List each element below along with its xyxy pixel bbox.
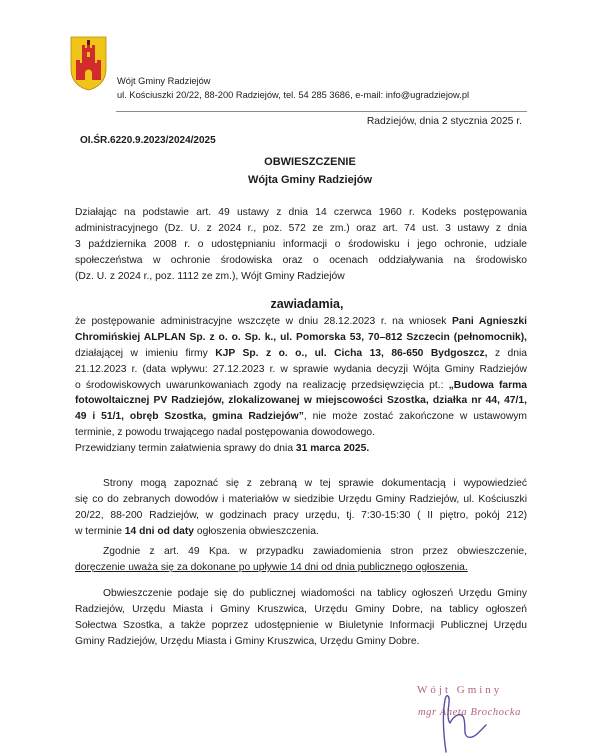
bold-text: Chromińskiej ALPLAN Sp. z o. o. Sp. k., ul. Pomorska 53, 70–812 Szczecin (pełnomocnik), bbox=[75, 331, 527, 343]
text-segment: z dnia bbox=[487, 347, 528, 359]
bold-text: fotowoltaicznej PV Radziejów, zlokalizowanej w miejscowości Szostka, działka nr 44, 47/1, bbox=[75, 395, 527, 407]
issuer-name: Wójt Gminy Radziejów bbox=[117, 76, 211, 86]
bold-text: 14 dni od daty bbox=[124, 525, 195, 537]
text-line bbox=[75, 314, 527, 330]
text-segment: terminie, z powodu trwającego nadal postępowania dowodowego. bbox=[75, 427, 375, 439]
text-segment: że postępowanie administracyjne wszczęte w dniu 28.12.2023 r. na wniosek bbox=[75, 316, 452, 327]
text-line: Zgodnie z art. 49 Kpa. w przypadku zawiadomienia stron przez obwieszczenie, bbox=[103, 546, 527, 557]
text-segment: działającej w imieniu firmy bbox=[75, 347, 216, 359]
header-divider bbox=[116, 111, 527, 112]
notice-paragraph bbox=[75, 314, 527, 457]
text-line: Działając na podstawie art. 49 ustawy z dnia 14 czerwca 1960 r. Kodeks postępowania bbox=[75, 207, 527, 218]
text-line: 3 października 2008 r. o udostępnianiu informacji o środowisku i jego ochronie, udziale bbox=[75, 238, 527, 250]
text-line bbox=[75, 378, 527, 394]
document-subtitle: Wójta Gminy Radziejów bbox=[247, 174, 373, 186]
inspection-paragraph bbox=[75, 476, 527, 540]
text-line: administracyjnego (Dz. U. z 2024 r., poz. 572 ze zm.) oraz art. 74 ust. 3 ustawy z dnia bbox=[75, 222, 527, 234]
bold-text: 49 i 51/1, obręb Szostka, gmina Radziejów” bbox=[75, 411, 304, 423]
text-line bbox=[75, 425, 527, 441]
underlined-text: doręczenie uważa się za dokonane po upływie 14 dni od dnia publicznego ogłoszenia. bbox=[75, 561, 468, 573]
text-line: Radziejów, Urzędu Miasta i Gminy Kruszwica, Urzędu Gminy Dobre, na tablicy ogłoszeń bbox=[75, 603, 527, 615]
text-line bbox=[75, 362, 527, 378]
publication-paragraph bbox=[75, 586, 527, 650]
case-reference-number: OI.ŚR.6220.9.2023/2024/2025 bbox=[80, 135, 216, 146]
text-line: (Dz. U. z 2024 r., poz. 1112 ze zm.), Wójt Gminy Radziejów bbox=[75, 270, 345, 282]
bold-text: KJP Sp. z o. o., ul. Cicha 13, 86-650 Bydgoszcz, bbox=[215, 347, 488, 359]
issuer-address: ul. Kościuszki 20/22, 88-200 Radziejów, tel. 54 285 3686, e-mail: info@ugradziejow.pl bbox=[117, 90, 470, 100]
text-segment: 21.12.2023 r. (data wpływu: 27.12.2023 r. w sprawie wydania decyzji Wójta Gminy Radziejów bbox=[75, 363, 527, 375]
handwritten-signature-icon bbox=[428, 688, 490, 754]
announcement-verb: zawiadamia, bbox=[270, 297, 344, 311]
text-line bbox=[75, 330, 527, 346]
text-line: Obwieszczenie podaje się do publicznej wiadomości na tablicy ogłoszeń Urzędu Gminy bbox=[103, 588, 527, 599]
text-line bbox=[75, 346, 527, 362]
document-title: OBWIESZCZENIE bbox=[264, 156, 356, 168]
stamp-signatory: mgr Aneta Brochocka bbox=[418, 707, 521, 718]
text-line: społeczeństwa w ochronie środowiska oraz o ocenach oddziaływania na środowisko bbox=[75, 254, 527, 266]
underlined-text-line bbox=[75, 560, 527, 576]
deadline-line bbox=[75, 441, 527, 457]
text-line bbox=[75, 409, 527, 425]
bold-text: Pani Agnieszki bbox=[451, 316, 527, 327]
coat-of-arms-icon bbox=[70, 36, 107, 91]
text-line: Sołectwa Szostka, a także poprzez udostępnienie w Biuletynie Informacji Publicznej Urzędu bbox=[75, 619, 527, 631]
text-line: Strony mogą zapoznać się z zebraną w tej sprawie dokumentacją i wypowiedzieć bbox=[103, 478, 527, 489]
bold-text: „Budowa farma bbox=[448, 379, 527, 391]
bold-text: 31 marca 2025. bbox=[295, 443, 370, 455]
text-segment: o środowiskowych uwarunkowaniach zgody na realizację przedsięwzięcia pt.: bbox=[75, 379, 449, 391]
stamp-title: Wójt Gminy bbox=[417, 684, 503, 696]
text-line bbox=[75, 524, 527, 540]
text-line: się co do zebranych dowodów i materiałów w siedzibie Urzędu Gminy Radziejów, ul. Kościuszki bbox=[75, 493, 527, 505]
text-segment: w terminie bbox=[75, 525, 125, 537]
text-segment: ogłoszenia obwieszczenia. bbox=[194, 525, 319, 537]
delivery-paragraph bbox=[75, 544, 527, 576]
legal-basis-paragraph bbox=[75, 205, 527, 284]
text-line: 20/22, 88-200 Radziejów, w godzinach pracy urzędu, tj. 7:30-15:30 ( II piętro, pokój 212) bbox=[75, 509, 527, 521]
text-line bbox=[75, 393, 527, 409]
text-segment: , nie może zostać zakończone w ustawowym bbox=[303, 411, 527, 423]
text-line: Gminy Radziejów, Urzędu Miasta i Gminy Kruszwica, Urzędu Gminy Dobre. bbox=[75, 635, 420, 647]
place-and-date: Radziejów, dnia 2 stycznia 2025 r. bbox=[366, 116, 522, 127]
text-segment: Przewidziany termin załatwienia sprawy do dnia bbox=[75, 443, 296, 455]
